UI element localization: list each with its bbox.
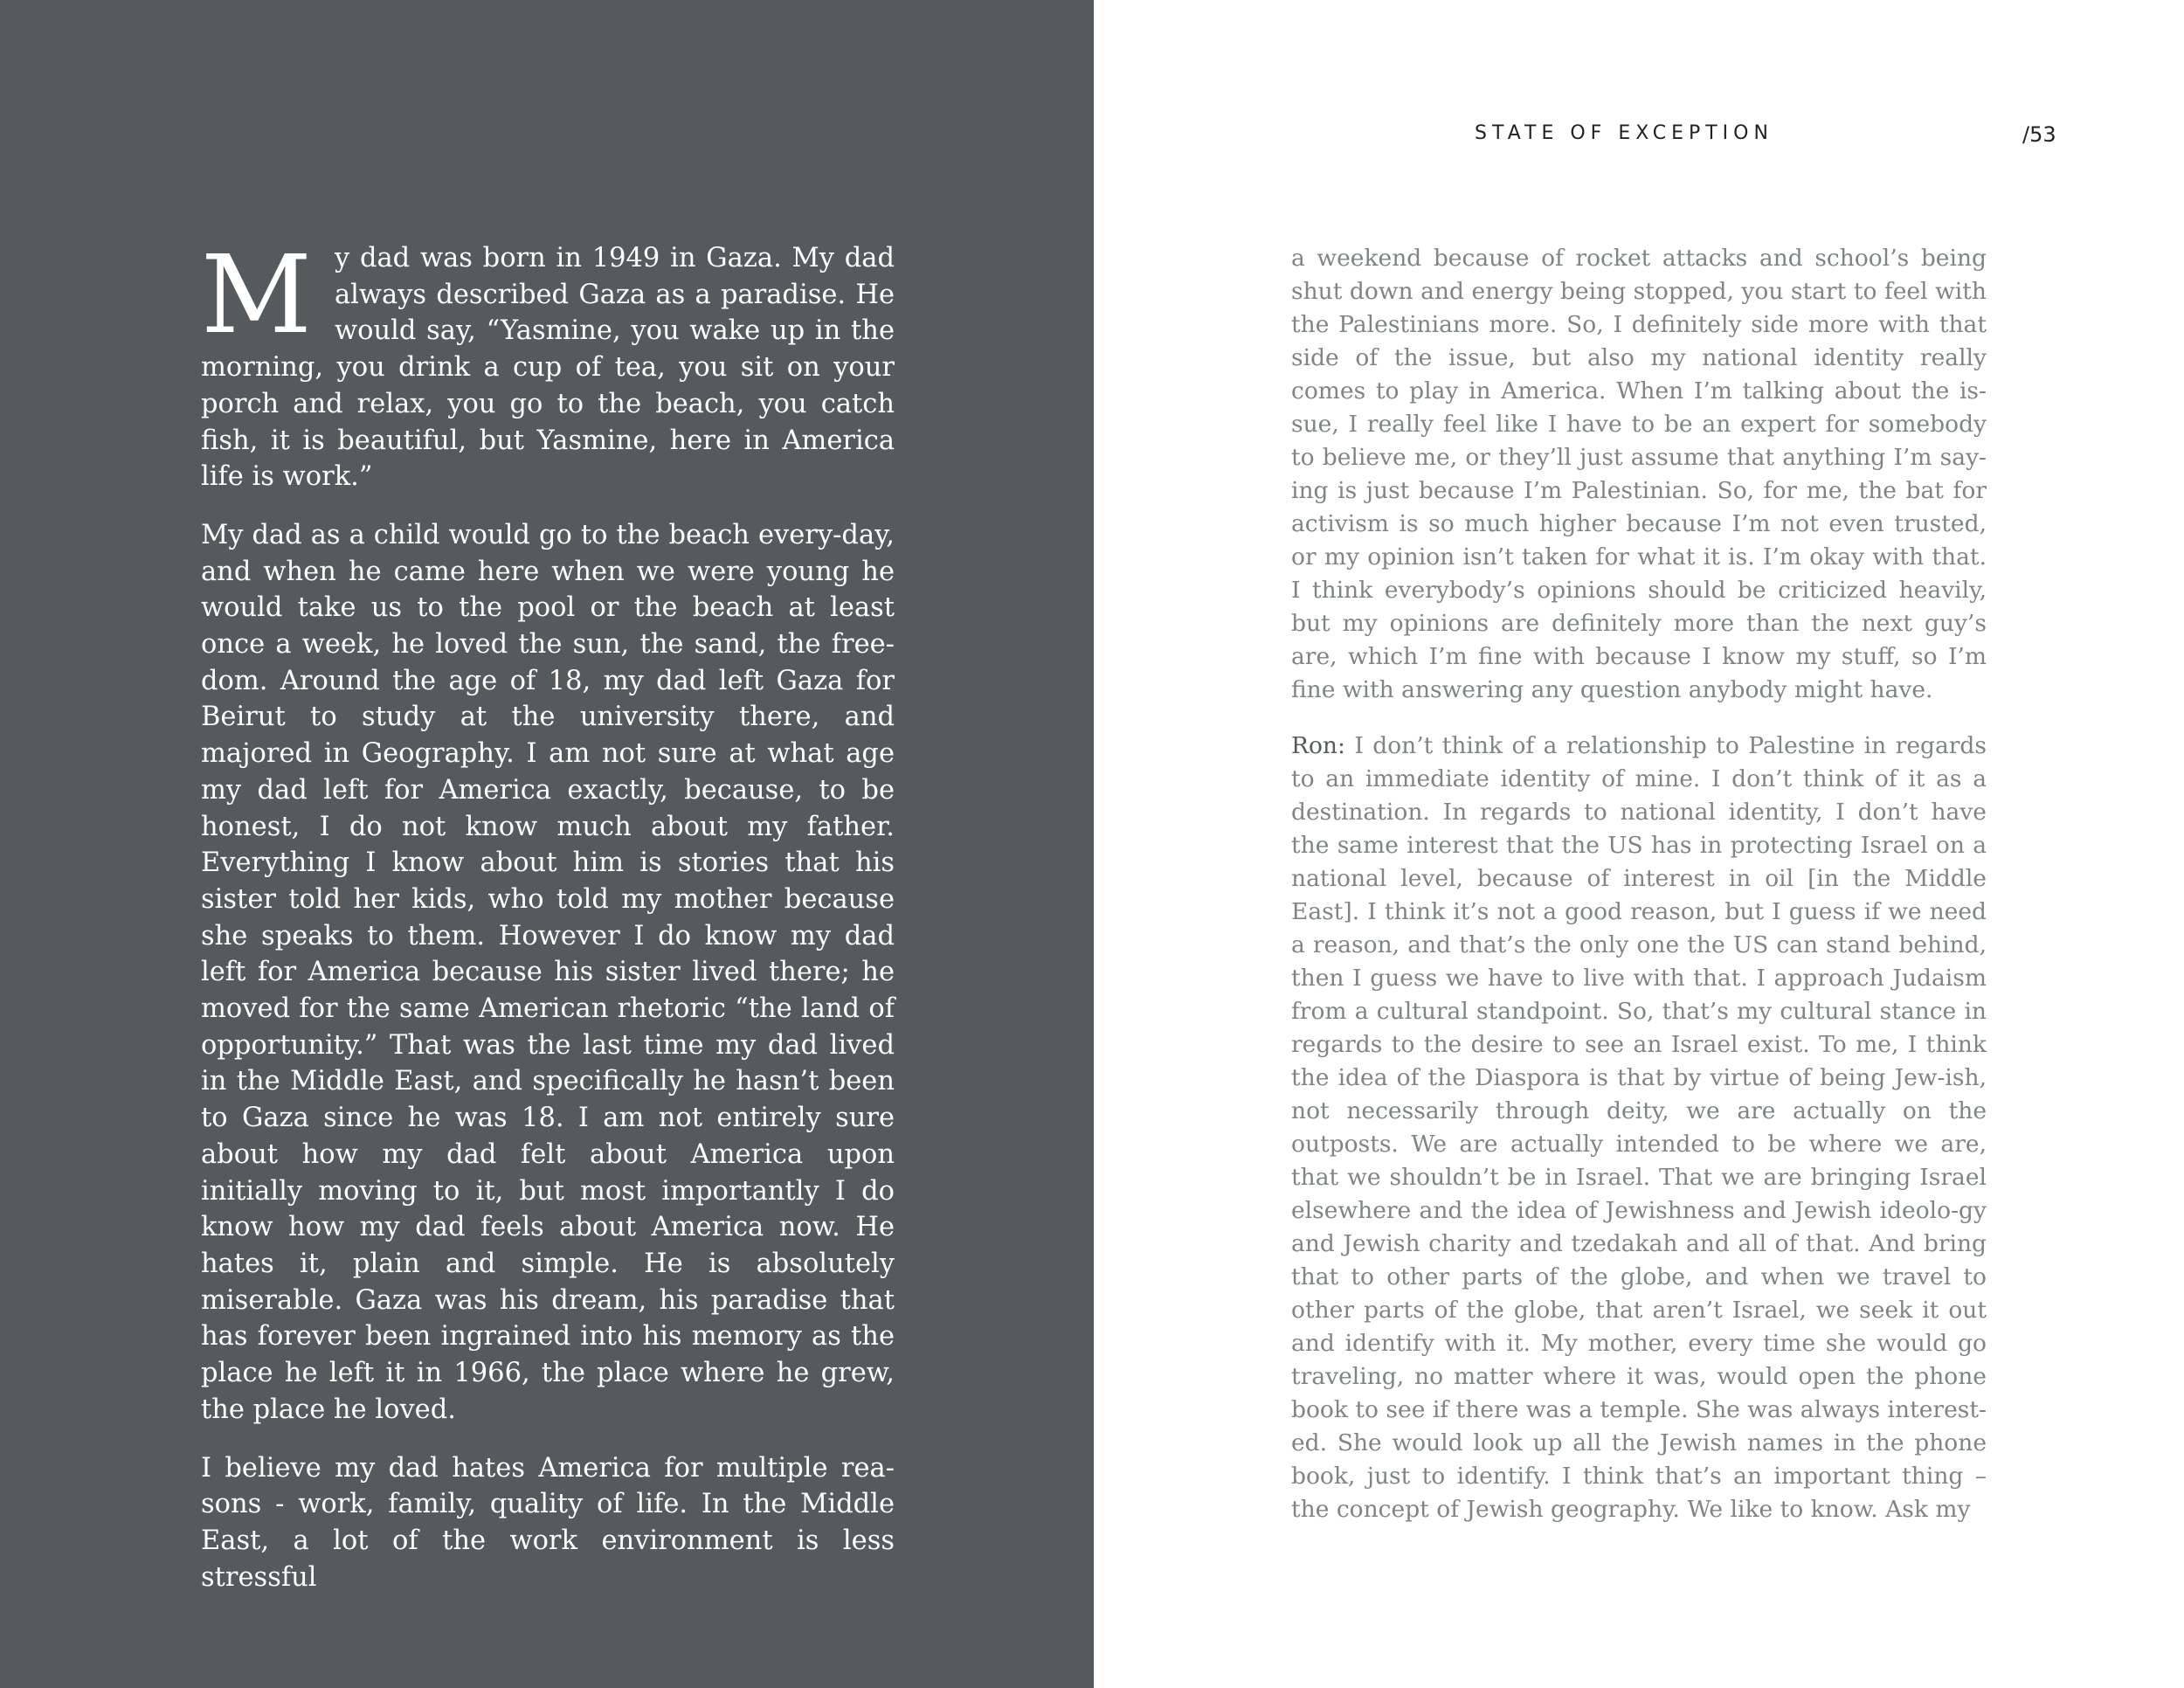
left-paragraph-1-text: y dad was born in 1949 in Gaza. My dad always described Gaza as a paradise. He would say, “Yasmine, you wake up in the morning, you drink a cup of tea, you sit on your porch and relax, you go to the beach, you catch fish, it is beautiful, but Yasmine, here in America life is work.” xyxy=(201,243,895,493)
right-paragraph-1: a weekend because of rocket attacks and school’s being shut down and energy being stopped, you start to feel with the Palestinians more. So, I definitely side more with that side of the issue, but also my national identity really comes to play in America. When I’m talking about the is-sue, I really feel like I have to be an expert for somebody to believe me, or they’ll just assume that anything I’m say-ing is just because I’m Palestinian. So, for me, the bat for activism is so much higher because I’m not even trusted, or my opinion isn’t taken for what it is. I’m okay with that. I think everybody’s opinions should be criticized heavily, but my opinions are definitely more than the next guy’s are, which I’m fine with because I know my stuff, so I’m fine with answering any question anybody might have. xyxy=(1291,245,1987,703)
drop-cap: M xyxy=(201,232,312,358)
left-paragraph-2: My dad as a child would go to the beach every-day, and when he came here when we were young he would take us to the pool or the beach at least once a week, he loved the sun, the sand, the free-dom. Around the age of 18, my dad left Gaza for Beirut to study at the university there, and majored in Geography. I am not sure at what age my dad left for America exactly, because, to be honest, I do not know much about my father. Everything I know about him is stories that his sister told her kids, who told my mother because she speaks to them. However I do know my dad left for America because his sister lived there; he moved for the same American rhetoric “the land of opportunity.” That was the last time my dad lived in the Middle East, and specifically he hasn’t been to Gaza since he was 18. I am not entirely sure about how my dad felt about America upon initially moving to it, but most importantly I do know how my dad feels about America now. He hates it, plain and simple. He is absolutely miserable. Gaza was his dream, his paradise that has forever been ingrained into his memory as the place he left it in 1966, the place where he grew, the place he loved. xyxy=(201,519,895,1425)
right-page xyxy=(1094,0,2184,1688)
speaker-label: Ron: xyxy=(1291,732,1345,759)
page-number: /53 xyxy=(2022,122,2056,147)
left-page-body xyxy=(201,232,895,1617)
left-paragraph-1 xyxy=(201,232,895,495)
right-page-body xyxy=(1291,242,1987,1549)
left-paragraph-3: I believe my dad hates America for multiple rea-sons - work, family, quality of life. In the Middle East, a lot of the work environment is less stressful xyxy=(201,1452,895,1593)
right-paragraph-2-text: I don’t think of a relationship to Palestine in regards to an immediate identity of mine. I don’t think of it as a destination. In regards to national identity, I don’t have the same interest that the US has in protecting Israel on a national level, because of interest in oil [in the Middle East]. I think it’s not a good reason, but I guess if we need a reason, and that’s the only one the US can stand behind, then I guess we have to live with that. I approach Judaism from a cultural standpoint. So, that’s my cultural stance in regards to the desire to see an Israel exist. To me, I think the idea of the Diaspora is that by virtue of being Jew-ish, not necessarily through deity, we are actually on the outposts. We are actually intended to be where we are, that we shouldn’t be in Israel. That we are bringing Israel elsewhere and the idea of Jewishness and Jewish ideolo-gy and Jewish charity and tzedakah and all of that. And bring that to other parts of the globe, and when we travel to other parts of the globe, that aren’t Israel, we seek it out and identify with it. My mother, every time she would go traveling, no matter where it was, would open the phone book to see if there was a temple. She was always interest-ed. She would look up all the Jewish names in the phone book, just to identify. I think that’s an important thing – the concept of Jewish geography. We like to know. Ask my xyxy=(1291,732,1987,1523)
running-head: STATE OF EXCEPTION xyxy=(1475,122,1773,144)
right-paragraph-2 xyxy=(1291,730,1987,1526)
